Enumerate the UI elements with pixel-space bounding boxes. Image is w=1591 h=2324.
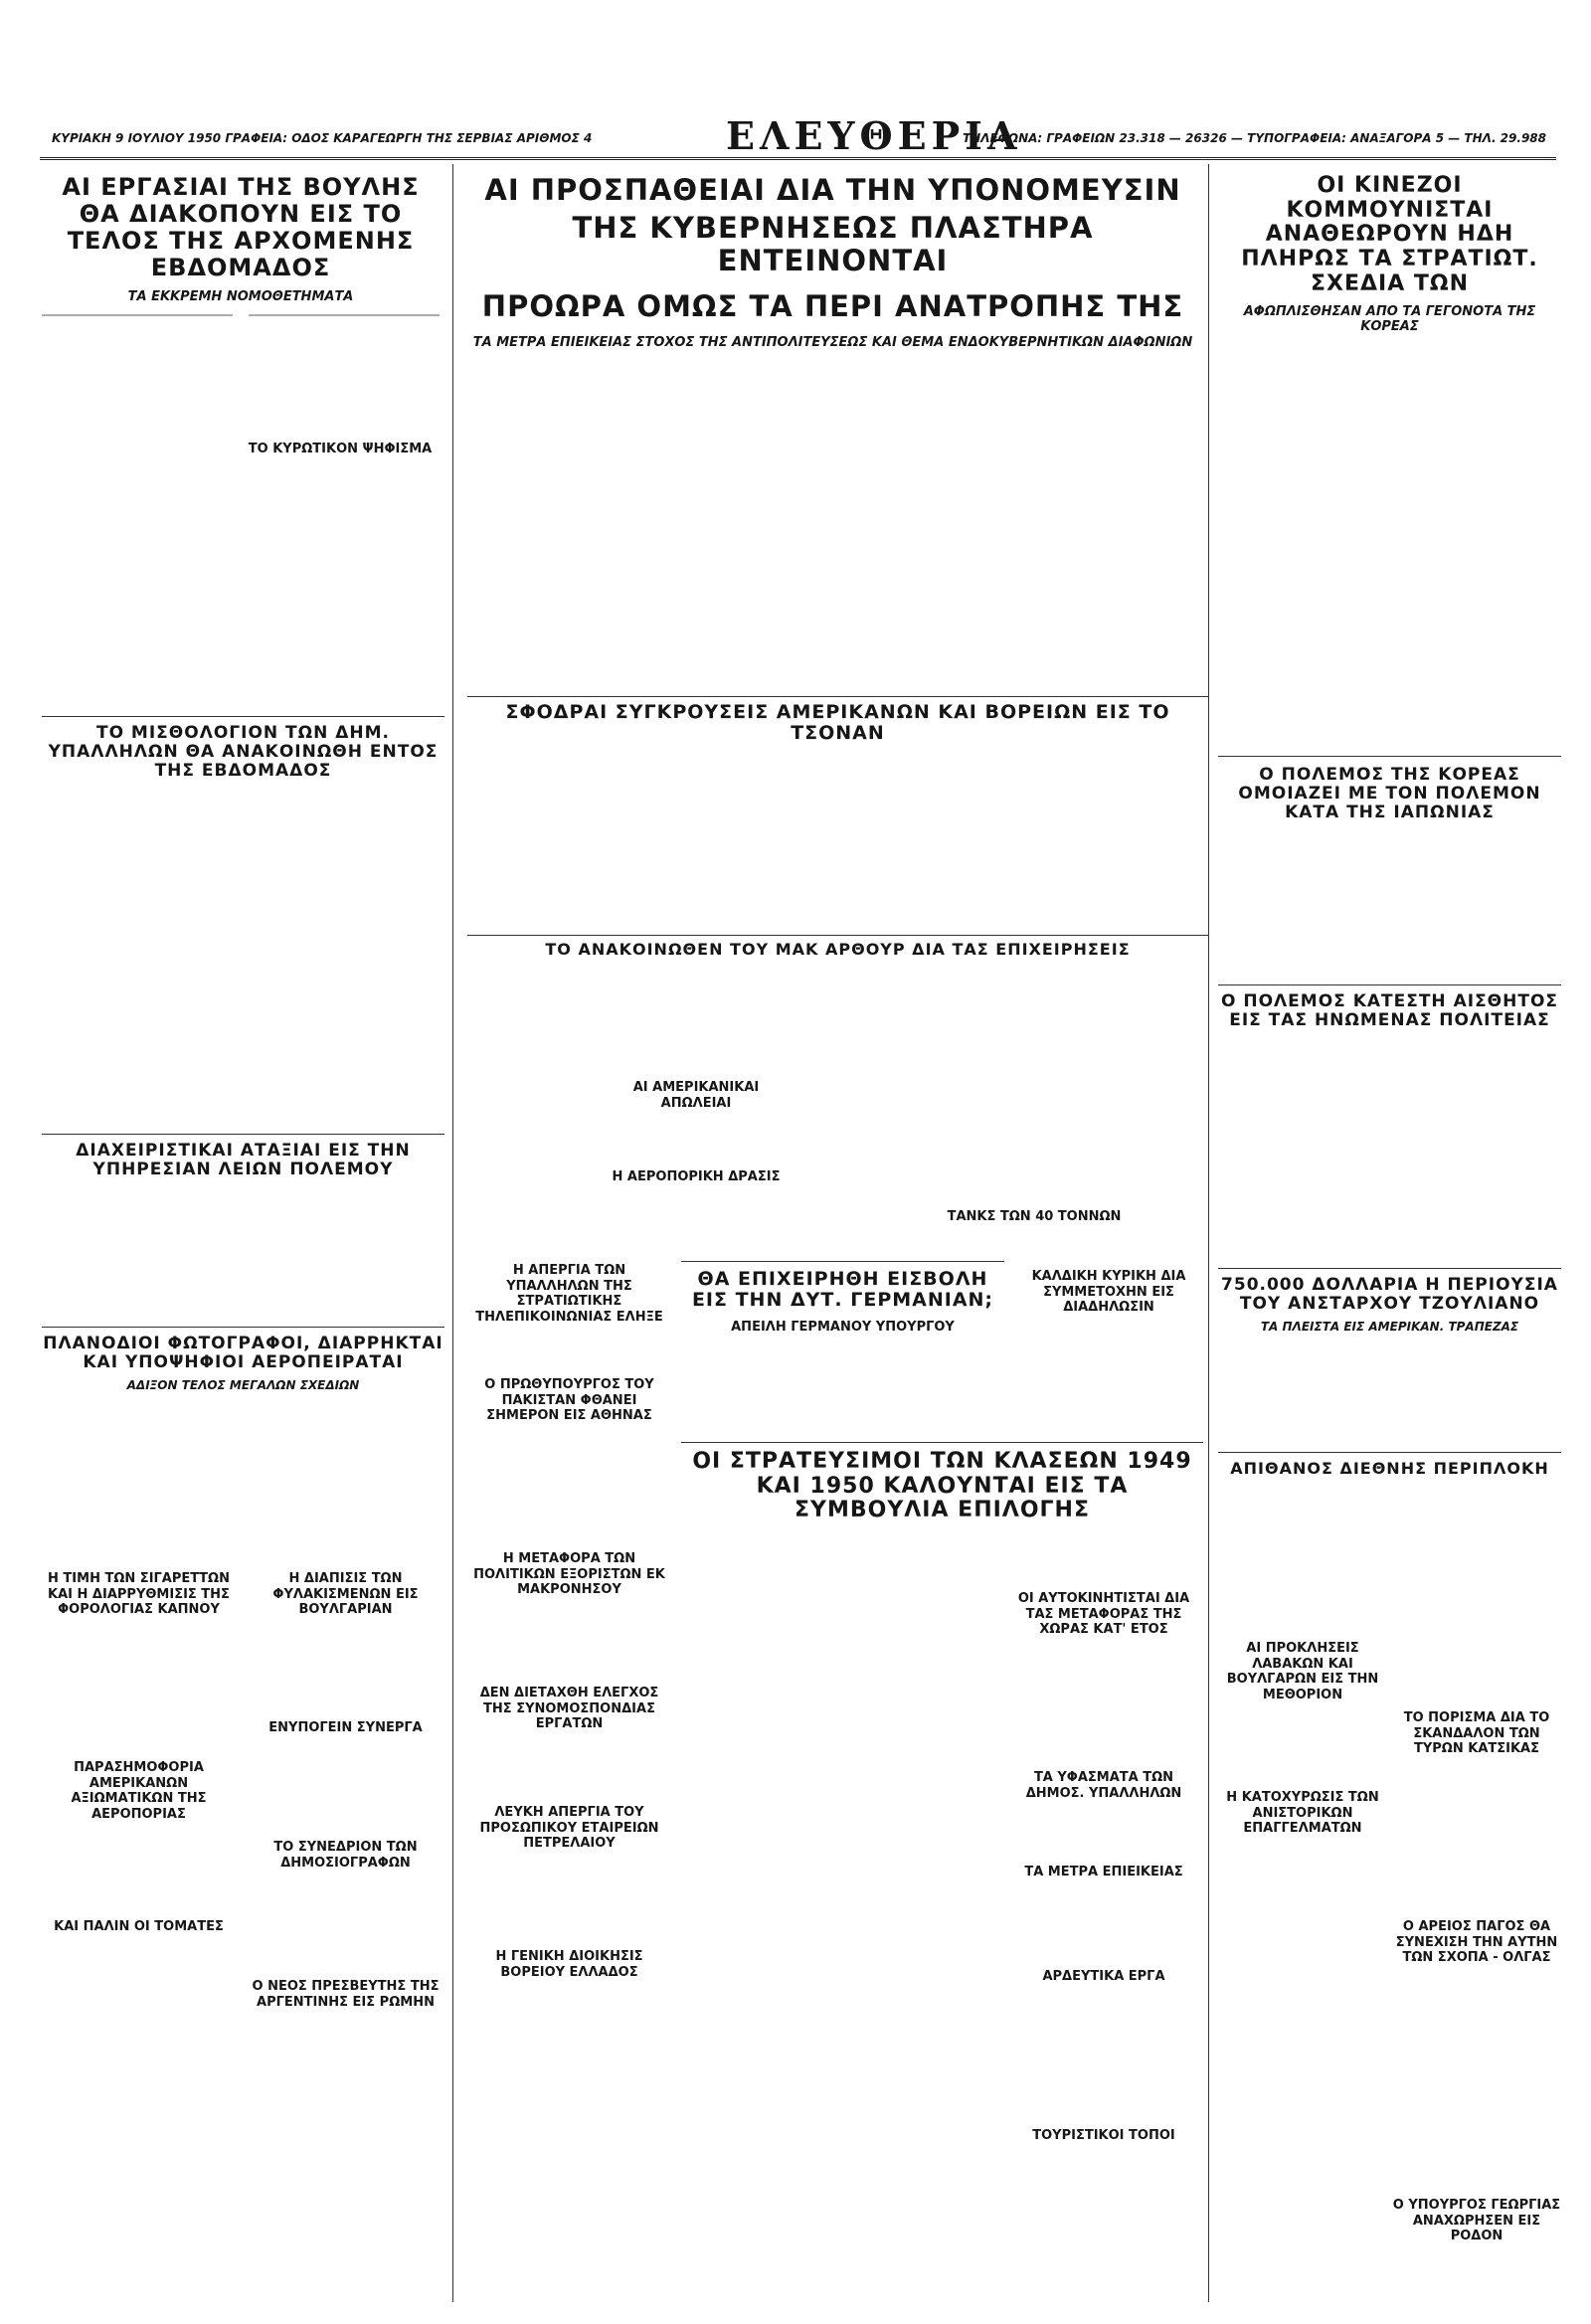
- short-item: [249, 1571, 442, 1631]
- article-subhead: ΤΟ ΚΥΡΩΤΙΚΟΝ ΨΗΦΙΣΜΑ: [248, 441, 433, 456]
- short-item: [467, 1551, 671, 1611]
- article-macarthur: [467, 941, 1208, 1239]
- article-headline: ΚΑΛΔΙΚΗ ΚΥΡΙΚΗ ΔΙΑ ΣΥΜΜΕΤΟΧΗΝ ΕΙΣ ΔΙΑΔΗΛΩΣΙΝ: [1031, 1269, 1186, 1316]
- article-headline: ΟΙ ΚΙΝΕΖΟΙ ΚΟΜΜΟΥΝΙΣΤΑΙ ΑΝΑΘΕΩΡΟΥΝ ΗΔΗ ΠΛΗΡΩΣ ΤΑ ΣΤΡΑΤΙΩΤ. ΣΧΕΔΙΑ ΤΩΝ: [1241, 173, 1538, 296]
- article-subheadline: ΑΠΕΙΛΗ ΓΕΡΜΑΝΟΥ ΥΠΟΥΡΓΟΥ: [731, 1319, 955, 1335]
- section-rule: [1218, 756, 1561, 757]
- short-item: [467, 1377, 671, 1437]
- section-rule: [42, 1327, 444, 1328]
- short-item: [1392, 1919, 1561, 1979]
- column-rule: [452, 164, 453, 2302]
- masthead-contacts: ΤΗΛΕΦΩΝΑ: ΓΡΑΦΕΙΩΝ 23.318 — 26326 — ΤΥΠΟΓΡΑΦΕΙΑ: ΑΝΑΞΑΓΟΡΑ 5 — ΤΗΛ. 29.988: [962, 131, 1546, 145]
- short-item: [467, 1805, 671, 1865]
- article-headline: ΣΦΟΔΡΑΙ ΣΥΓΚΡΟΥΣΕΙΣ ΑΜΕΡΙΚΑΝΩΝ ΚΑΙ ΒΟΡΕΙΩΝ ΕΙΣ ΤΟ ΤΣΟΝΑΝ: [505, 701, 1170, 745]
- short-item: [1004, 1591, 1203, 1651]
- article-headline: ΟΙ ΣΤΡΑΤΕΥΣΙΜΟΙ ΤΩΝ ΚΛΑΣΕΩΝ 1949 ΚΑΙ 1950 ΚΑΛΟΥΝΤΑΙ ΕΙΣ ΤΑ ΣΥΜΒΟΥΛΙΑ ΕΠΙΛΟΓΗΣ: [692, 1449, 1192, 1523]
- short-item-headline: ΤΟ ΣΥΝΕΔΡΙΟΝ ΤΩΝ ΔΗΜΟΣΙΟΓΡΑΦΩΝ: [273, 1840, 418, 1871]
- short-item: [1218, 1790, 1387, 1850]
- main-headline-line3: ΠΡΟΩΡΑ ΟΜΩΣ ΤΑ ΠΕΡΙ ΑΝΑΤΡΟΠΗΣ ΤΗΣ: [481, 289, 1184, 324]
- article-headline: ΑΙ ΕΡΓΑΣΙΑΙ ΤΗΣ ΒΟΥΛΗΣ ΘΑ ΔΙΑΚΟΠΟΥΝ ΕΙΣ ΤΟ ΤΕΛΟΣ ΤΗΣ ΑΡΧΟΜΕΝΗΣ ΕΒΔΟΜΑΔΟΣ: [62, 173, 420, 281]
- article-headline: ΠΛΑΝΟΔΙΟΙ ΦΩΤΟΓΡΑΦΟΙ, ΔΙΑΡΡΗΚΤΑΙ ΚΑΙ ΥΠΟΨΗΦΙΟΙ ΑΕΡΟΠΕΙΡΑΤΑΙ: [43, 1334, 443, 1373]
- article-clashes: [467, 701, 1208, 745]
- section-rule: [681, 1261, 1004, 1262]
- main-headline-line1: ΑΙ ΠΡΟΣΠΑΘΕΙΑΙ ΔΙΑ ΤΗΝ ΥΠΟΝΟΜΕΥΣΙΝ: [484, 173, 1181, 207]
- short-item: [1218, 1641, 1387, 1700]
- article-giuliano: [1218, 1276, 1561, 1365]
- short-item: [249, 1720, 442, 1760]
- article-management: [42, 1142, 444, 1211]
- article-subheadline: ΑΔΙΞΟΝ ΤΕΛΟΣ ΜΕΓΑΛΩΝ ΣΧΕΔΙΩΝ: [126, 1378, 360, 1393]
- short-item: [1392, 2198, 1561, 2257]
- article-headline: ΘΑ ΕΠΙΧΕΙΡΗΘΗ ΕΙΣΒΟΛΗ ΕΙΣ ΤΗΝ ΔΥΤ. ΓΕΡΜΑΝΙΑΝ;: [691, 1268, 994, 1312]
- short-item-headline: ΑΙ ΠΡΟΚΛΗΣΕΙΣ ΛΑΒΑΚΩΝ ΚΑΙ ΒΟΥΛΓΑΡΩΝ ΕΙΣ ΤΗΝ ΜΕΘΟΡΙΟΝ: [1226, 1641, 1379, 1702]
- article-invasion: [681, 1269, 1004, 1368]
- short-item: [467, 1949, 671, 2009]
- masthead-title: ΕΛΕΥΘΕΡΙΑ: [726, 113, 1022, 158]
- article-us-states: [1218, 992, 1561, 1062]
- short-item: [42, 1760, 236, 1820]
- article-headline: ΑΠΙΘΑΝΟΣ ΔΙΕΘΝΗΣ ΠΕΡΙΠΛΟΚΗ: [1230, 1459, 1549, 1478]
- article-photographers: [42, 1335, 444, 1424]
- section-rule: [1218, 1452, 1561, 1453]
- short-item-headline: Η ΓΕΝΙΚΗ ΔΙΟΙΚΗΣΙΣ ΒΟΡΕΙΟΥ ΕΛΛΑΔΟΣ: [495, 1949, 643, 1980]
- article-headline: ΔΙΑΧΕΙΡΙΣΤΙΚΑΙ ΑΤΑΞΙΑΙ ΕΙΣ ΤΗΝ ΥΠΗΡΕΣΙΑΝ ΛΕΙΩΝ ΠΟΛΕΜΟΥ: [76, 1141, 411, 1180]
- article-subheadline: ΑΦΩΠΛΙΣΘΗΣΑΝ ΑΠΟ ΤΑ ΓΕΓΟΝΟΤΑ ΤΗΣ ΚΟΡΕΑΣ: [1243, 304, 1536, 335]
- short-item: [42, 1571, 236, 1631]
- article-intl: [1218, 1460, 1561, 1500]
- article-subheadline: ΤΑ ΕΚΚΡΕΜΗ ΝΟΜΟΘΕΤΗΜΑΤΑ: [127, 288, 354, 304]
- section-rule: [42, 716, 444, 717]
- short-item: [1004, 2128, 1203, 2158]
- masthead-dateline: ΚΥΡΙΑΚΗ 9 ΙΟΥΛΙΟΥ 1950 ΓΡΑΦΕΙΑ: ΟΔΟΣ ΚΑΡΑΓΕΩΡΓΗ ΤΗΣ ΣΕΡΒΙΑΣ ΑΡΙΘΜΟΣ 4: [52, 131, 593, 145]
- article-chinese-communists: [1218, 174, 1561, 691]
- short-item-headline: ΤΟ ΠΟΡΙΣΜΑ ΔΙΑ ΤΟ ΣΚΑΝΔΑΛΟΝ ΤΩΝ ΤΥΡΩΝ ΚΑΤΣΙΚΑΣ: [1403, 1710, 1550, 1757]
- article-headline: ΤΟ ΜΙΣΘΟΛΟΓΙΟΝ ΤΩΝ ΔΗΜ. ΥΠΑΛΛΗΛΩΝ ΘΑ ΑΝΑΚΟΙΝΩΘΗ ΕΝΤΟΣ ΤΗΣ ΕΒΔΟΜΑΔΟΣ: [48, 723, 439, 782]
- article-subhead: ΤΑΝΚΣ ΤΩΝ 40 ΤΟΝΝΩΝ: [947, 1209, 1122, 1224]
- article-korea-war: [1218, 766, 1561, 835]
- short-item-headline: Η ΔΙΑΠΙΣΙΣ ΤΩΝ ΦΥΛΑΚΙΣΜΕΝΩΝ ΕΙΣ ΒΟΥΛΓΑΡΙΑΝ: [272, 1571, 419, 1618]
- article-subhead: ΑΙ ΑΜΕΡΙΚΑΝΙΚΑΙ ΑΠΩΛΕΙΑΙ: [632, 1080, 760, 1111]
- short-item-headline: ΑΡΔΕΥΤΙΚΑ ΕΡΓΑ: [1042, 1969, 1165, 1984]
- short-item-headline: Η ΜΕΤΑΦΟΡΑ ΤΩΝ ΠΟΛΙΤΙΚΩΝ ΕΞΟΡΙΣΤΩΝ ΕΚ ΜΑΚΡΟΝΗΣΟΥ: [473, 1551, 665, 1598]
- main-headline-block: [467, 174, 1198, 363]
- article-headline: Ο ΠΟΛΕΜΟΣ ΤΗΣ ΚΟΡΕΑΣ ΟΜΟΙΑΖΕΙ ΜΕ ΤΟΝ ΠΟΛΕΜΟΝ ΚΑΤΑ ΤΗΣ ΙΑΠΩΝΙΑΣ: [1238, 765, 1541, 823]
- short-item-headline: ΠΑΡΑΣΗΜΟΦΟΡΙΑ ΑΜΕΡΙΚΑΝΩΝ ΑΞΙΩΜΑΤΙΚΩΝ ΤΗΣ ΑΕΡΟΠΟΡΙΑΣ: [71, 1760, 207, 1822]
- short-item: [1004, 1969, 1203, 1999]
- short-item-headline: ΟΙ ΑΥΤΟΚΙΝΗΤΙΣΤΑΙ ΔΙΑ ΤΑΣ ΜΕΤΑΦΟΡΑΣ ΤΗΣ ΧΩΡΑΣ ΚΑΤ' ΕΤΟΣ: [1017, 1591, 1190, 1638]
- short-item-headline: Η ΚΑΤΟΧΥΡΩΣΙΣ ΤΩΝ ΑΝΙΣΤΟΡΙΚΩΝ ΕΠΑΓΓΕΛΜΑΤΩΝ: [1226, 1790, 1379, 1837]
- article-conscripts: [681, 1450, 1203, 1559]
- article-headline: Ο ΠΟΛΕΜΟΣ ΚΑΤΕΣΤΗ ΑΙΣΘΗΤΟΣ ΕΙΣ ΤΑΣ ΗΝΩΜΕΝΑΣ ΠΟΛΙΤΕΙΑΣ: [1220, 991, 1559, 1031]
- section-rule: [42, 1134, 444, 1135]
- article-subheadline: ΤΑ ΠΛΕΙΣΤΑ ΕΙΣ ΑΜΕΡΙΚΑΝ. ΤΡΑΠΕΖΑΣ: [1260, 1320, 1519, 1335]
- short-item: [467, 1263, 671, 1333]
- short-item-headline: ΤΟΥΡΙΣΤΙΚΟΙ ΤΟΠΟΙ: [1032, 2128, 1175, 2143]
- section-rule: [681, 1442, 1203, 1443]
- short-item: [249, 1979, 442, 2039]
- main-headline-line2: ΤΗΣ ΚΥΒΕΡΝΗΣΕΩΣ ΠΛΑΣΤΗΡΑ ΕΝΤΕΙΝΟΝΤΑΙ: [572, 211, 1094, 277]
- short-item-headline: ΚΑΙ ΠΑΛΙΝ ΟΙ ΤΟΜΑΤΕΣ: [54, 1919, 224, 1934]
- short-item-headline: Η ΤΙΜΗ ΤΩΝ ΣΙΓΑΡΕΤΤΩΝ ΚΑΙ Η ΔΙΑΡΡΥΘΜΙΣΙΣ ΤΗΣ ΦΟΡΟΛΟΓΙΑΣ ΚΑΠΝΟΥ: [48, 1571, 230, 1618]
- article-subhead: Η ΑΕΡΟΠΟΡΙΚΗ ΔΡΑΣΙΣ: [612, 1169, 781, 1184]
- short-item-headline: ΔΕΝ ΔΙΕΤΑΧΘΗ ΕΛΕΓΧΟΣ ΤΗΣ ΣΥΝΟΜΟΣΠΟΝΔΙΑΣ ΕΡΓΑΤΩΝ: [479, 1686, 659, 1732]
- main-subheadline: ΤΑ ΜΕΤΡΑ ΕΠΙΕΙΚΕΙΑΣ ΣΤΟΧΟΣ ΤΗΣ ΑΝΤΙΠΟΛΙΤΕΥΣΕΩΣ ΚΑΙ ΘΕΜΑ ΕΝΔΟΚΥΒΕΡΝΗΤΙΚΩΝ ΔΙΑΦΩΝΙΩΝ: [472, 334, 1193, 350]
- short-item-headline: Ο ΠΡΩΘΥΠΟΥΡΓΟΣ ΤΟΥ ΠΑΚΙΣΤΑΝ ΦΘΑΝΕΙ ΣΗΜΕΡΟΝ ΕΙΣ ΑΘΗΝΑΣ: [484, 1377, 654, 1424]
- section-rule: [467, 696, 1208, 697]
- short-item: [467, 1686, 671, 1745]
- short-item-headline: ΤΑ ΥΦΑΣΜΑΤΑ ΤΩΝ ΔΗΜΟΣ. ΥΠΑΛΛΗΛΩΝ: [1025, 1770, 1182, 1801]
- short-item-headline: ΛΕΥΚΗ ΑΠΕΡΓΙΑ ΤΟΥ ΠΡΟΣΩΠΙΚΟΥ ΕΤΑΙΡΕΙΩΝ ΠΕΤΡΕΛΑΙΟΥ: [479, 1805, 659, 1852]
- short-item-headline: ΕΝΥΠΟΓΕΙΝ ΣΥΝΕΡΓΑ: [268, 1720, 423, 1735]
- section-rule: [1218, 984, 1561, 985]
- short-item-headline: Ο ΝΕΟΣ ΠΡΕΣΒΕΥΤΗΣ ΤΗΣ ΑΡΓΕΝΤΙΝΗΣ ΕΙΣ ΡΩΜΗΝ: [252, 1979, 440, 2010]
- short-item: [1392, 1710, 1561, 1770]
- short-item: [249, 1840, 442, 1879]
- article-salaries: [42, 724, 444, 794]
- article-headline: 750.000 ΔΟΛΛΑΡΙΑ Η ΠΕΡΙΟΥΣΙΑ ΤΟΥ ΑΝΣΤΑΡΧΟΥ ΤΖΟΥΛΙΑΝΟ: [1221, 1275, 1558, 1315]
- short-item-headline: Ο ΥΠΟΥΡΓΟΣ ΓΕΩΡΓΙΑΣ ΑΝΑΧΩΡΗΣΕΝ ΕΙΣ ΡΟΔΟΝ: [1392, 2198, 1561, 2244]
- masthead: [40, 109, 1556, 160]
- short-item-headline: Ο ΑΡΕΙΟΣ ΠΑΓΟΣ ΘΑ ΣΥΝΕΧΙΣΗ ΤΗΝ ΑΥΤΗΝ ΤΩΝ ΣΧΟΠΑ - ΟΛΓΑΣ: [1395, 1919, 1558, 1966]
- section-rule: [467, 935, 1208, 936]
- short-item: [1004, 1865, 1203, 1904]
- column-rule: [1208, 164, 1209, 2302]
- short-item-headline: ΤΑ ΜΕΤΡΑ ΕΠΙΕΙΚΕΙΑΣ: [1024, 1865, 1183, 1879]
- article-parliament: [42, 174, 440, 716]
- article-headline: ΤΟ ΑΝΑΚΟΙΝΩΘΕΝ ΤΟΥ ΜΑΚ ΑΡΘΟΥΡ ΔΙΑ ΤΑΣ ΕΠΙΧΕΙΡΗΣΕΙΣ: [545, 940, 1131, 959]
- short-item-headline: Η ΑΠΕΡΓΙΑ ΤΩΝ ΥΠΑΛΛΗΛΩΝ ΤΗΣ ΣΤΡΑΤΙΩΤΙΚΗΣ ΤΗΛΕΠΙΚΟΙΝΩΝΙΑΣ ΕΛΗΞΕ: [475, 1263, 663, 1325]
- article-demonstration: [1014, 1269, 1203, 1348]
- short-item: [42, 1919, 236, 1949]
- section-rule: [1218, 1268, 1561, 1269]
- short-item: [1004, 1770, 1203, 1830]
